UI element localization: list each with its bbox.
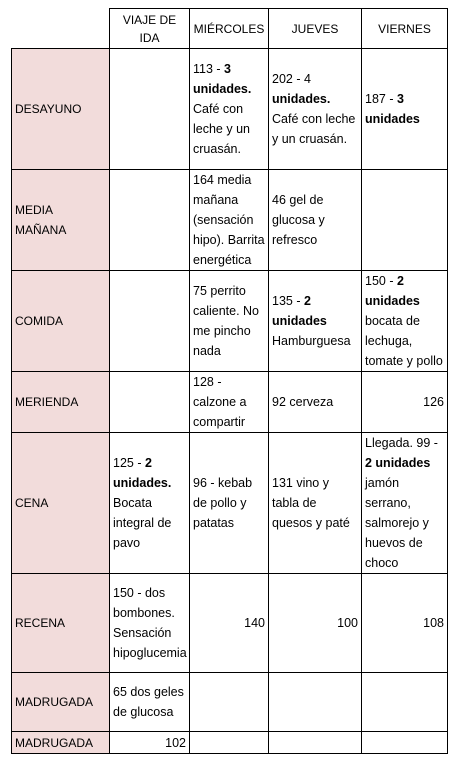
cell-viernes xyxy=(362,732,448,754)
cell-viaje-de-ida xyxy=(110,49,190,170)
cell-viaje-de-ida xyxy=(110,271,190,372)
cell-jueves: 202 - 4 unidades. Café con leche y un cruasán. xyxy=(269,49,362,170)
cell-miercoles xyxy=(190,673,269,732)
cell-viernes: 126 xyxy=(362,372,448,433)
header-viernes: VIERNES xyxy=(362,9,448,49)
bold-text: 3 unidades. xyxy=(193,62,252,96)
table-row xyxy=(12,732,448,754)
bold-text: 2 unidades xyxy=(365,456,431,470)
cell-viernes xyxy=(362,170,448,271)
table-row xyxy=(12,433,448,574)
cell-miercoles: 128 - calzone a compartir xyxy=(190,372,269,433)
bold-text: unidades. xyxy=(272,92,331,106)
bold-text: 2 unidades xyxy=(365,274,420,308)
bold-text: 2 unidades. xyxy=(113,456,172,490)
cell-miercoles xyxy=(190,732,269,754)
cell-jueves: 131 vino y tabla de quesos y paté xyxy=(269,433,362,574)
cell-viaje-de-ida: 102 xyxy=(110,732,190,754)
header-viaje-de-ida: VIAJE DE IDA xyxy=(110,9,190,49)
header-miercoles: MIÉRCOLES xyxy=(190,9,269,49)
row-label: MADRUGADA xyxy=(12,732,110,754)
cell-viaje-de-ida xyxy=(110,372,190,433)
cell-jueves: 100 xyxy=(269,574,362,673)
header-jueves: JUEVES xyxy=(269,9,362,49)
row-label: RECENA xyxy=(12,574,110,673)
cell-miercoles: 113 - 3 unidades. Café con leche y un cruasán. xyxy=(190,49,269,170)
cell-jueves xyxy=(269,673,362,732)
cell-viernes xyxy=(362,673,448,732)
table-row xyxy=(12,49,448,170)
row-label: MEDIA MAÑANA xyxy=(12,170,110,271)
cell-viernes: 108 xyxy=(362,574,448,673)
row-label: COMIDA xyxy=(12,271,110,372)
cell-jueves xyxy=(269,732,362,754)
cell-viaje-de-ida xyxy=(110,170,190,271)
row-label: MERIENDA xyxy=(12,372,110,433)
row-label: MADRUGADA xyxy=(12,673,110,732)
cell-jueves: 92 cerveza xyxy=(269,372,362,433)
cell-jueves: 46 gel de glucosa y refresco xyxy=(269,170,362,271)
meal-table xyxy=(11,8,448,754)
row-label: CENA xyxy=(12,433,110,574)
bold-text: 2 unidades xyxy=(272,294,327,328)
table-row xyxy=(12,574,448,673)
cell-viaje-de-ida: 125 - 2 unidades. Bocata integral de pavo xyxy=(110,433,190,574)
table-row xyxy=(12,673,448,732)
cell-viernes: 150 - 2 unidades bocata de lechuga, tomate y pollo xyxy=(362,271,448,372)
cell-miercoles: 75 perrito caliente. No me pincho nada xyxy=(190,271,269,372)
bold-text: 3 unidades xyxy=(365,92,420,126)
cell-viernes: Llegada. 99 - 2 unidades jamón serrano, salmorejo y huevos de choco xyxy=(362,433,448,574)
header-corner xyxy=(12,9,110,49)
cell-miercoles: 164 media mañana (sensación hipo). Barrita energética xyxy=(190,170,269,271)
header-row xyxy=(12,9,448,49)
cell-miercoles: 140 xyxy=(190,574,269,673)
cell-miercoles: 96 - kebab de pollo y patatas xyxy=(190,433,269,574)
cell-viaje-de-ida: 65 dos geles de glucosa xyxy=(110,673,190,732)
table-row xyxy=(12,170,448,271)
row-label: DESAYUNO xyxy=(12,49,110,170)
cell-viaje-de-ida: 150 - dos bombones. Sensación hipoglucemia xyxy=(110,574,190,673)
cell-viernes: 187 - 3 unidades xyxy=(362,49,448,170)
table-row xyxy=(12,271,448,372)
table-row xyxy=(12,372,448,433)
cell-jueves: 135 - 2 unidades Hamburguesa xyxy=(269,271,362,372)
